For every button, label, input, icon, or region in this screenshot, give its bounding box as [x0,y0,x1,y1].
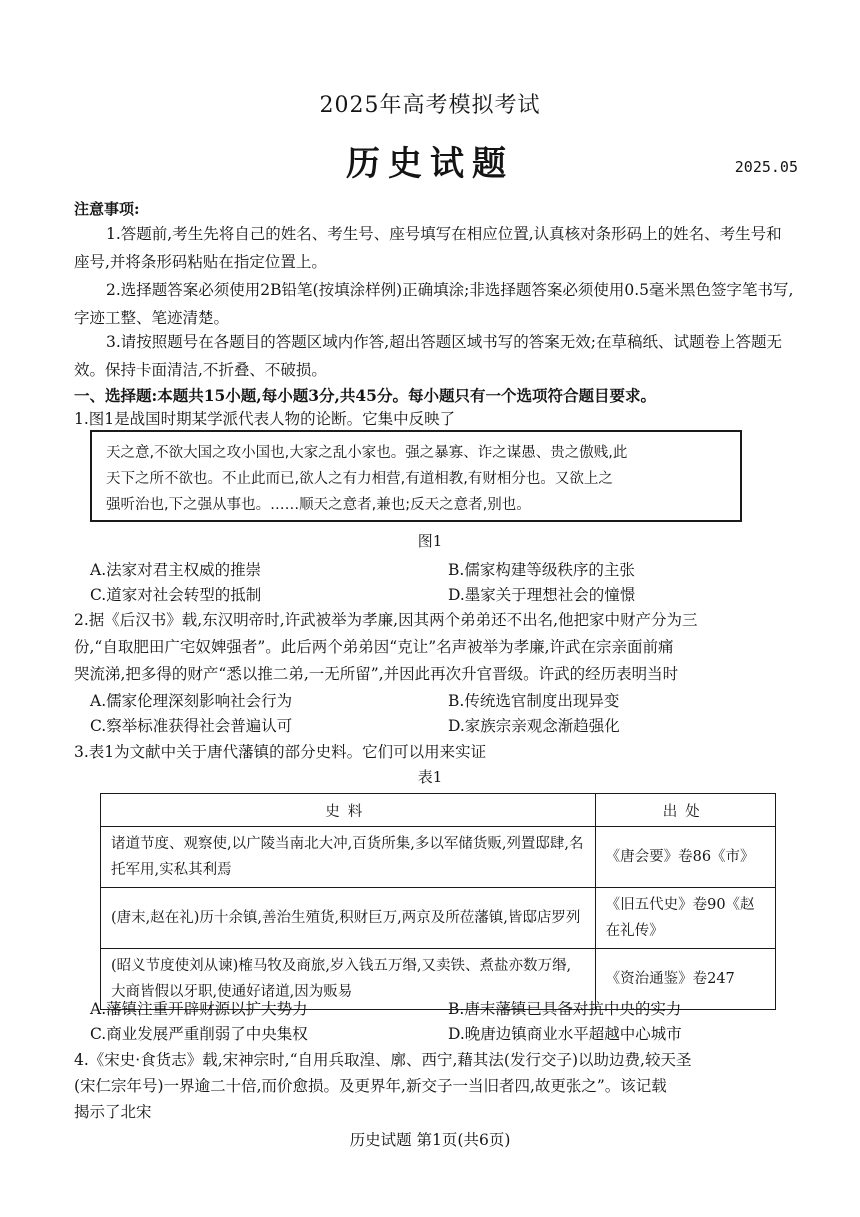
q1-option-a: A.法家对君主权威的推崇 [90,561,262,579]
q2-option-a: A.儒家伦理深刻影响社会行为 [90,692,293,710]
exam-title: 2025年高考模拟考试 [319,93,541,118]
figure-caption: 图1 [417,532,443,550]
table-cell-source: 《资治通鉴》卷247 [595,949,775,1010]
table-cell-text: (唐末,赵在礼)历十余镇,善治生殖货,积财巨万,两京及所莅藩镇,皆邸店罗列 [101,888,596,949]
table-header-reference: 出处 [595,794,775,827]
q2-stem-line-1: 2.据《后汉书》载,东汉明帝时,许武被举为孝廉,因其两个弟弟还不出名,他把家中财产分为三 [74,611,698,629]
q1-quote-line-1: 天之意,不欲大国之攻小国也,大家之乱小家也。强之暴寡、诈之谋愚、贵之傲贱,此 [106,445,628,461]
q2-stem-line-2: 份,“自取肥田广宅奴婢强者”。此后两个弟弟因“克让”名声被举为孝廉,许武在宗亲面前痛 [74,638,674,656]
q3-option-a: A.藩镇注重开辟财源以扩大势力 [90,1000,308,1018]
notice-item-1: 1.答题前,考生先将自己的姓名、考生号、座号填写在相应位置,认真核对条形码上的姓名、考生号和座号,并将条形码粘贴在指定位置上。 [74,225,782,271]
notice-heading: 注意事项: [74,200,140,218]
table-header-row [101,794,776,827]
q1-option-d: D.墨家关于理想社会的憧憬 [448,586,636,604]
section-heading: 一、选择题:本题共15小题,每小题3分,共45分。每小题只有一个选项符合题目要求。 [74,386,656,405]
table-row [101,888,776,949]
q1-option-c: C.道家对社会转型的抵制 [90,586,262,604]
q2-option-d: D.家族宗亲观念渐趋强化 [448,717,620,735]
q3-stem: 3.表1为文献中关于唐代藩镇的部分史料。它们可以用来实证 [74,743,487,761]
q3-option-c: C.商业发展严重削弱了中央集权 [90,1025,308,1043]
exam-date: 2025.05 [734,158,798,176]
table-cell-source: 《唐会要》卷86《市》 [595,827,775,888]
table-caption: 表1 [417,768,443,786]
q4-stem-line-2: (宋仁宗年号)一界逾二十倍,而价愈损。及更界年,新交子一当旧者四,故更张之”。该记载 [74,1077,667,1095]
notice-item-2: 2.选择题答案必须使用2B铅笔(按填涂样例)正确填涂;非选择题答案必须使用0.5毫米黑色签字笔书写,字迹工整、笔迹清楚。 [74,281,794,327]
page-footer: 历史试题 第1页(共6页) [349,1131,511,1149]
table-cell-text: 诸道节度、观察使,以广陵当南北大冲,百货所集,多以军储货贩,列置邸肆,名托军用,实私其利焉 [101,827,596,888]
q3-option-d: D.晚唐边镇商业水平超越中心城市 [448,1025,682,1043]
q1-quote-line-2: 天下之所不欲也。不止此而已,欲人之有力相营,有道相教,有财相分也。又欲上之 [106,471,613,487]
q1-quote-box [90,430,742,522]
q3-source-table [100,793,776,1010]
subject-title: 历史试题 [346,144,514,184]
q4-stem-line-1: 4.《宋史·食货志》载,宋神宗时,“自用兵取湟、廓、西宁,藉其法(发行交子)以助边费,较天圣 [74,1051,692,1069]
q1-stem: 1.图1是战国时期某学派代表人物的论断。它集中反映了 [74,410,456,428]
table-cell-text: (昭义节度使刘从谏)榷马牧及商旅,岁入钱五万缗,又卖铁、煮盐亦数万缗,大商皆假以牙职,使通好诸道,因为贩易 [101,949,596,1010]
table-header-source-text: 史料 [101,794,596,827]
q2-option-c: C.察举标准获得社会普遍认可 [90,717,293,735]
q2-stem-line-3: 哭流涕,把多得的财产“悉以推二弟,一无所留”,并因此再次升官晋级。许武的经历表明当时 [74,665,679,683]
q2-option-b: B.传统选官制度出现异变 [448,692,620,710]
table-cell-source: 《旧五代史》卷90《赵在礼传》 [595,888,775,949]
notice-item-3: 3.请按照题号在各题目的答题区域内作答,超出答题区域书写的答案无效;在草稿纸、试题卷上答题无效。保持卡面清洁,不折叠、不破损。 [74,333,782,379]
q1-quote-line-3: 强听治也,下之强从事也。……顺天之意者,兼也;反天之意者,别也。 [106,497,531,513]
table-row [101,827,776,888]
q3-option-b: B.唐末藩镇已具备对抗中央的实力 [448,1000,682,1018]
q1-option-b: B.儒家构建等级秩序的主张 [448,561,635,579]
q4-stem-line-3: 揭示了北宋 [74,1103,152,1121]
